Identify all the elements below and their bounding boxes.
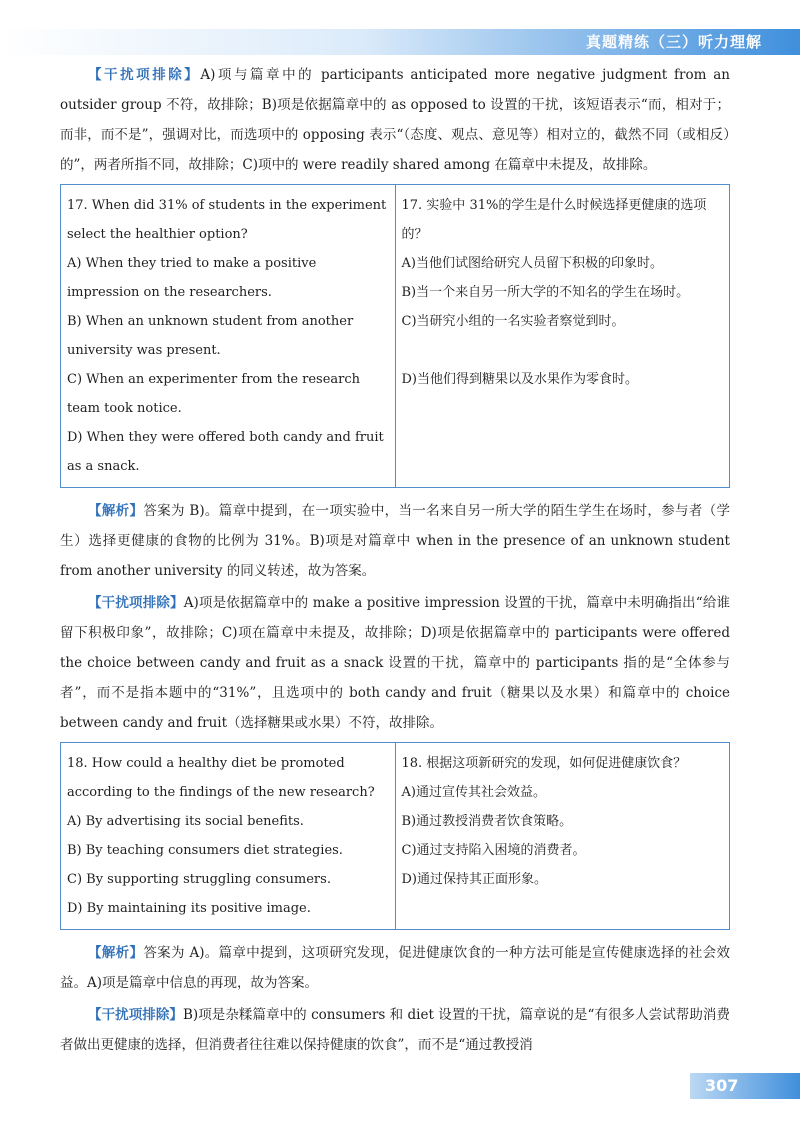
option-c: C) When an experimenter from the research team took notice. [67, 372, 361, 416]
question-stem: 18. How could a healthy diet be promoted according to the findings of the new research? [67, 756, 375, 800]
paragraph-text: B)项是杂糅篇章中的 consumers 和 diet 设置的干扰，篇章说的是“有很多人尝试帮助消费者做出更健康的选择，但消费者往往难以保持健康的饮食”，而不是“通过教授消 [60, 1007, 730, 1053]
option-d: D) By maintaining its positive image. [67, 901, 311, 916]
question-17-chinese [395, 185, 730, 488]
distractor-tag: 【干扰项排除】 [88, 1007, 183, 1023]
section-title: 真题精练（三）听力理解 [585, 33, 762, 51]
option-a-zh: A)通过宣传其社会效益。 [401, 785, 546, 800]
distractor-analysis-18 [60, 1000, 730, 1060]
question-stem-zh: 18. 根据这项新研究的发现，如何促进健康饮食？ [401, 756, 687, 771]
option-b-zh: B)通过教授消费者饮食策略。 [401, 814, 573, 829]
option-d-zh: D)通过保持其正面形象。 [401, 872, 547, 887]
option-d-zh: D)当他们得到糖果以及水果作为零食时。 [401, 372, 638, 387]
option-b: B) When an unknown student from another university was present. [67, 314, 354, 358]
option-c: C) By supporting struggling consumers. [67, 872, 331, 887]
page-content [60, 60, 730, 1062]
distractor-tag: 【干扰项排除】 [88, 595, 184, 611]
page-number: 307 [705, 1076, 739, 1095]
option-a-zh: A)当他们试图给研究人员留下积极的印象时。 [401, 256, 663, 271]
analysis-17 [60, 496, 730, 586]
option-c-zh: C)当研究小组的一名实验者察觉到时。 [401, 314, 625, 329]
analysis-tag: 【解析】 [88, 945, 144, 961]
option-c-zh: C)通过支持陷入困境的消费者。 [401, 843, 586, 858]
question-stem: 17. When did 31% of students in the experiment select the healthier option? [67, 198, 387, 242]
paragraph-text: A)项与篇章中的 participants anticipated more negative judgment from an outsider group 不符，故排除；B)项是依据篇章中的 as opposed to 设置的干扰，该短语表示“而，相对于；而非，而不是”，强调对比，而选项中的 opposing 表示“（态度、观点、意见等）相对立的，截然不同（或相反）的”，两者所指不同，故排除；C)项中的 were readily shared among 在篇章中未提及，故排除。 [60, 67, 730, 173]
question-17-table [60, 184, 730, 488]
distractor-tag: 【干扰项排除】 [88, 67, 201, 83]
analysis-tag: 【解析】 [88, 503, 144, 519]
question-18-table [60, 742, 730, 930]
question-18-english [61, 743, 396, 930]
paragraph-text: 答案为 B)。篇章中提到，在一项实验中，当一名来自另一所大学的陌生学生在场时，参与者（学生）选择更健康的食物的比例为 31%。B)项是对篇章中 when in the presence of an unknown student from another university 的同义转述，故为答案。 [60, 503, 730, 579]
distractor-analysis-17 [60, 588, 730, 738]
paragraph-text: 答案为 A)。篇章中提到，这项研究发现，促进健康饮食的一种方法可能是宣传健康选择的社会效益。A)项是篇章中信息的再现，故为答案。 [60, 945, 731, 991]
question-18-chinese [395, 743, 730, 930]
question-17-english [61, 185, 396, 488]
option-a: A) When they tried to make a positive impression on the researchers. [67, 256, 317, 300]
paragraph-text: A)项是依据篇章中的 make a positive impression 设置的干扰，篇章中未明确指出“给谁留下积极印象”，故排除；C)项在篇章中未提及，故排除；D)项是依据篇章中的 participants were offered the choice between candy and fruit as a snack 设置的干扰，篇章中的 participants 指的是“全体参与者”，而不是指本题中的“31%”，且选项中的 both candy and fruit（糖果以及水果）和篇章中的 choice between candy and fruit（选择糖果或水果）不符，故排除。 [60, 595, 731, 731]
option-b: B) By teaching consumers diet strategies. [67, 843, 343, 858]
option-a: A) By advertising its social benefits. [67, 814, 304, 829]
distractor-analysis-16 [60, 60, 730, 180]
analysis-18 [60, 938, 730, 998]
option-d: D) When they were offered both candy and fruit as a snack. [67, 430, 384, 474]
option-b-zh: B)当一个来自另一所大学的不知名的学生在场时。 [401, 285, 690, 300]
question-stem-zh: 17. 实验中 31%的学生是什么时候选择更健康的选项的？ [401, 198, 707, 242]
